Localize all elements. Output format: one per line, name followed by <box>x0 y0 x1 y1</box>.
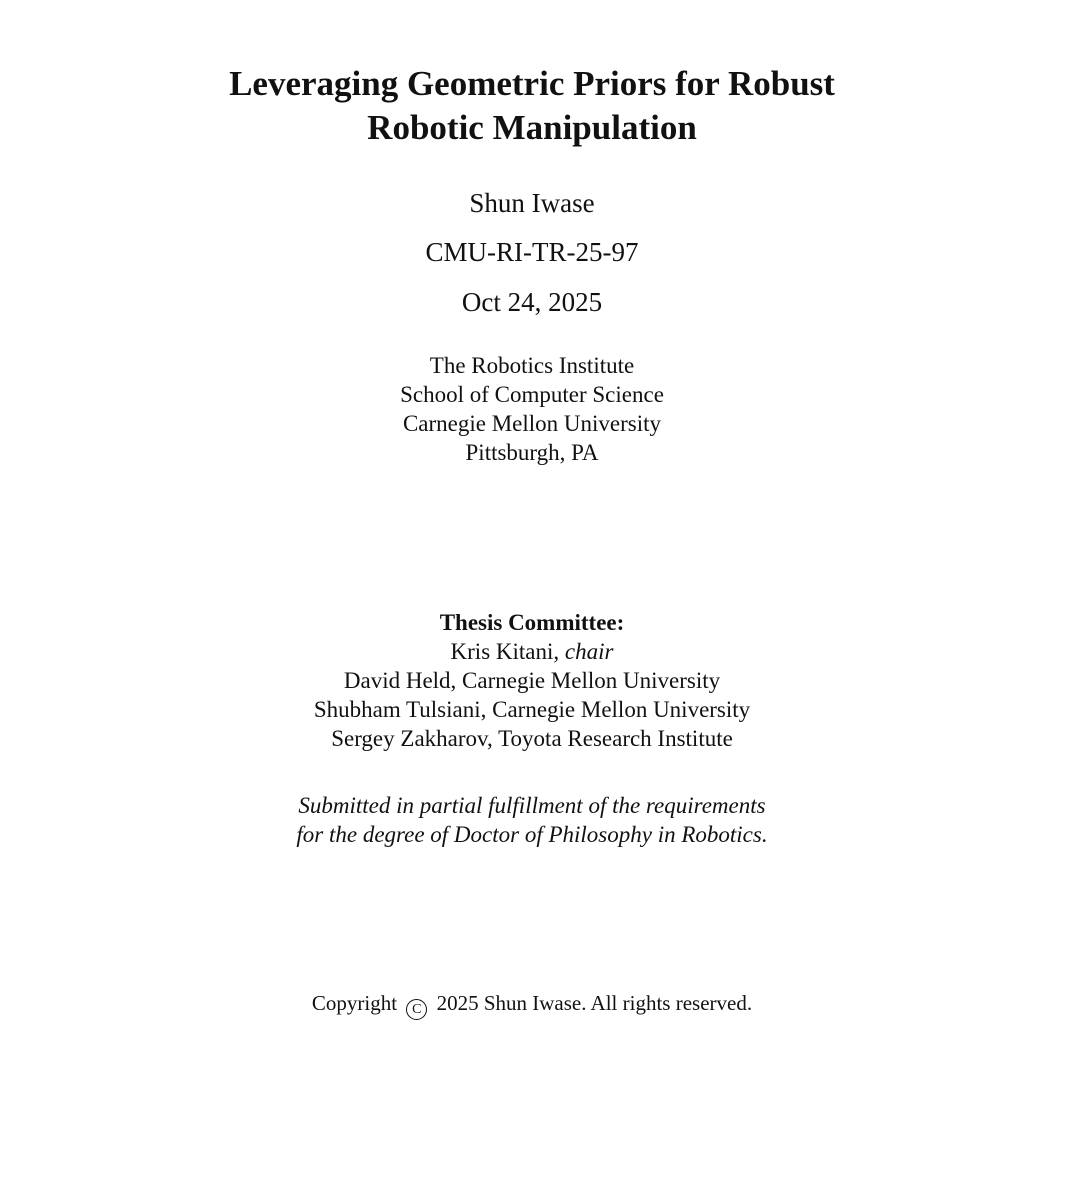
title-line-2: Robotic Manipulation <box>367 108 697 147</box>
institution-line-4: Pittsburgh, PA <box>465 440 599 465</box>
committee-member-2: Shubham Tulsiani, Carnegie Mellon University <box>313 697 751 722</box>
publication-date: Oct 24, 2025 <box>461 287 603 317</box>
submission-line-2: for the degree of Doctor of Philosophy in Robotics. <box>296 822 768 847</box>
institution-block <box>0 351 1064 467</box>
committee-member-1: David Held, Carnegie Mellon University <box>343 668 721 693</box>
committee-chair <box>0 637 1064 666</box>
committee-chair-role: chair <box>564 639 614 664</box>
copyright-prefix: Copyright <box>311 991 398 1015</box>
committee-heading: Thesis Committee: <box>439 610 625 635</box>
thesis-committee <box>0 608 1064 753</box>
committee-chair-name: Kris Kitani, <box>450 639 565 664</box>
title-line-1: Leveraging Geometric Priors for Robust <box>229 64 835 103</box>
institution-line-2: School of Computer Science <box>400 382 664 407</box>
copyright-icon: C <box>406 999 427 1020</box>
thesis-title <box>0 62 1064 150</box>
institution-line-3: Carnegie Mellon University <box>402 411 662 436</box>
copyright-suffix: 2025 Shun Iwase. All rights reserved. <box>436 991 753 1015</box>
submission-statement <box>0 791 1064 849</box>
report-number: CMU-RI-TR-25-97 <box>425 237 639 267</box>
submission-line-1: Submitted in partial fulfillment of the requirements <box>298 793 766 818</box>
copyright-notice <box>0 989 1064 1020</box>
institution-line-1: The Robotics Institute <box>429 353 635 378</box>
committee-member-3: Sergey Zakharov, Toyota Research Institute <box>331 726 733 751</box>
author-name: Shun Iwase <box>469 188 595 218</box>
